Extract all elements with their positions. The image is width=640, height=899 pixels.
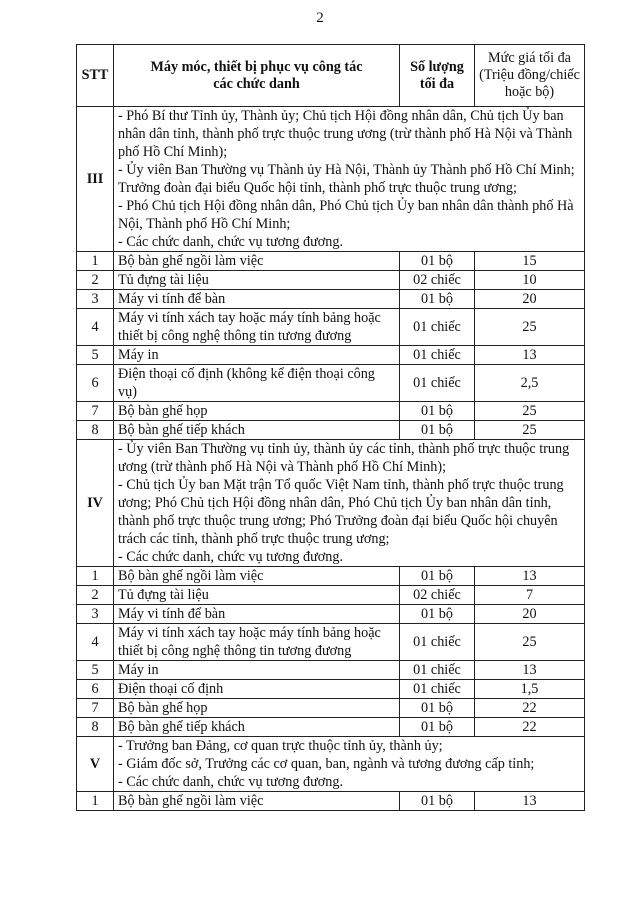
group-description-line: - Ủy viên Ban Thường vụ Thành ủy Hà Nội, Thành ủy Thành phố Hồ Chí Minh; Trưởng đoàn đại biểu Quốc hội tỉnh, thành phố trực thuộc trung ương; (118, 162, 575, 196)
group-description-line: - Các chức danh, chức vụ tương đương. (118, 549, 344, 565)
table-row (77, 346, 585, 365)
row-price: 25 (475, 624, 585, 661)
row-stt: 6 (77, 365, 114, 402)
row-quantity: 01 bộ (400, 718, 475, 737)
row-item: Máy in (114, 346, 400, 365)
row-item: Bộ bàn ghế tiếp khách (114, 718, 400, 737)
table-row (77, 680, 585, 699)
group-description (114, 107, 585, 252)
row-price: 20 (475, 605, 585, 624)
group-label: III (77, 107, 114, 252)
table-header-row (77, 45, 585, 107)
row-quantity: 01 bộ (400, 402, 475, 421)
row-quantity: 01 chiếc (400, 365, 475, 402)
row-item: Bộ bàn ghế ngồi làm việc (114, 567, 400, 586)
row-price: 22 (475, 699, 585, 718)
group-description-line: - Giám đốc sở, Trưởng các cơ quan, ban, ngành và tương đương cấp tỉnh; (118, 756, 535, 772)
row-item: Máy vi tính xách tay hoặc máy tính bảng hoặc thiết bị công nghệ thông tin tương đương (114, 309, 400, 346)
row-item: Máy vi tính để bàn (114, 605, 400, 624)
group-description-line: - Trưởng ban Đảng, cơ quan trực thuộc tỉnh ủy, thành ủy; (118, 738, 443, 754)
row-item: Máy vi tính xách tay hoặc máy tính bảng hoặc thiết bị công nghệ thông tin tương đương (114, 624, 400, 661)
page-number: 2 (316, 10, 324, 26)
row-stt: 8 (77, 421, 114, 440)
row-price: 7 (475, 586, 585, 605)
table-row (77, 402, 585, 421)
group-description (114, 440, 585, 567)
row-stt: 4 (77, 309, 114, 346)
row-quantity: 01 bộ (400, 290, 475, 309)
row-price: 13 (475, 567, 585, 586)
row-price: 22 (475, 718, 585, 737)
row-quantity: 01 bộ (400, 699, 475, 718)
row-item: Tủ đựng tài liệu (114, 586, 400, 605)
row-price: 10 (475, 271, 585, 290)
row-item: Máy vi tính để bàn (114, 290, 400, 309)
row-price: 15 (475, 252, 585, 271)
header-item: Máy móc, thiết bị phục vụ công tác các chức danh (114, 45, 400, 107)
row-price: 25 (475, 309, 585, 346)
group-label: V (77, 737, 114, 792)
equipment-price-table (76, 44, 585, 811)
row-stt: 6 (77, 680, 114, 699)
group-description-line: - Phó Chủ tịch Hội đồng nhân dân, Phó Chủ tịch Ủy ban nhân dân thành phố Hà Nội, Thành phố Hồ Chí Minh; (118, 198, 574, 232)
row-quantity: 01 chiếc (400, 680, 475, 699)
group-description-line: - Chủ tịch Ủy ban Mặt trận Tổ quốc Việt Nam tỉnh, thành phố trực thuộc trung ương; Phó Chủ tịch Hội đồng nhân dân, Phó Chủ tịch Ủy ban nhân dân tỉnh, thành phố trực thuộc trung ương; Phó Trưởng đoàn đại biểu Quốc hội chuyên trách các tỉnh, thành phố trực thuộc trung ương; (118, 477, 564, 547)
group-description-line: - Các chức danh, chức vụ tương đương. (118, 774, 344, 790)
header-stt: STT (77, 45, 114, 107)
header-quantity: Số lượng tối đa (400, 45, 475, 107)
table-row (77, 605, 585, 624)
row-price: 25 (475, 421, 585, 440)
row-stt: 5 (77, 346, 114, 365)
table-row (77, 699, 585, 718)
row-stt: 3 (77, 605, 114, 624)
row-stt: 2 (77, 271, 114, 290)
row-quantity: 01 chiếc (400, 346, 475, 365)
table-body (77, 107, 585, 811)
row-item: Điện thoại cố định (114, 680, 400, 699)
row-item: Bộ bàn ghế ngồi làm việc (114, 792, 400, 811)
table-row (77, 252, 585, 271)
row-quantity: 01 bộ (400, 567, 475, 586)
row-stt: 4 (77, 624, 114, 661)
row-stt: 1 (77, 792, 114, 811)
row-quantity: 01 bộ (400, 421, 475, 440)
group-row (77, 737, 585, 792)
row-quantity: 01 bộ (400, 252, 475, 271)
group-description (114, 737, 585, 792)
table-row (77, 624, 585, 661)
row-price: 13 (475, 792, 585, 811)
row-price: 2,5 (475, 365, 585, 402)
table-row (77, 792, 585, 811)
row-item: Bộ bàn ghế tiếp khách (114, 421, 400, 440)
group-description-line: - Ủy viên Ban Thường vụ tỉnh ủy, thành ủy các tỉnh, thành phố trực thuộc trung ương (trừ thành phố Hà Nội và Thành phố Hồ Chí Minh); (118, 441, 570, 475)
table-row (77, 567, 585, 586)
row-stt: 1 (77, 252, 114, 271)
group-row (77, 440, 585, 567)
row-stt: 7 (77, 402, 114, 421)
group-label: IV (77, 440, 114, 567)
row-quantity: 01 chiếc (400, 661, 475, 680)
row-price: 1,5 (475, 680, 585, 699)
table-row (77, 718, 585, 737)
row-stt: 1 (77, 567, 114, 586)
row-price: 20 (475, 290, 585, 309)
row-price: 13 (475, 661, 585, 680)
table-row (77, 586, 585, 605)
header-price: Mức giá tối đa (Triệu đồng/chiếc hoặc bộ) (475, 45, 585, 107)
row-quantity: 01 chiếc (400, 624, 475, 661)
row-quantity: 01 bộ (400, 605, 475, 624)
group-row (77, 107, 585, 252)
table-row (77, 309, 585, 346)
row-stt: 3 (77, 290, 114, 309)
group-description-line: - Các chức danh, chức vụ tương đương. (118, 234, 344, 250)
row-price: 25 (475, 402, 585, 421)
row-item: Bộ bàn ghế họp (114, 699, 400, 718)
table-row (77, 271, 585, 290)
group-description-line: - Phó Bí thư Tỉnh ủy, Thành ủy; Chủ tịch Hội đồng nhân dân, Chủ tịch Ủy ban nhân dân tỉnh, thành phố trực thuộc trung ương (trừ thành phố Hà Nội và Thành phố Hồ Chí Minh); (118, 108, 573, 160)
row-stt: 5 (77, 661, 114, 680)
row-item: Tủ đựng tài liệu (114, 271, 400, 290)
row-quantity: 02 chiếc (400, 586, 475, 605)
row-item: Máy in (114, 661, 400, 680)
row-quantity: 02 chiếc (400, 271, 475, 290)
row-item: Bộ bàn ghế ngồi làm việc (114, 252, 400, 271)
table-row (77, 290, 585, 309)
row-price: 13 (475, 346, 585, 365)
row-quantity: 01 chiếc (400, 309, 475, 346)
row-quantity: 01 bộ (400, 792, 475, 811)
table-row (77, 661, 585, 680)
row-stt: 8 (77, 718, 114, 737)
table-row (77, 365, 585, 402)
row-item: Bộ bàn ghế họp (114, 402, 400, 421)
row-stt: 7 (77, 699, 114, 718)
row-stt: 2 (77, 586, 114, 605)
table-row (77, 421, 585, 440)
row-item: Điện thoại cố định (không kể điện thoại công vụ) (114, 365, 400, 402)
